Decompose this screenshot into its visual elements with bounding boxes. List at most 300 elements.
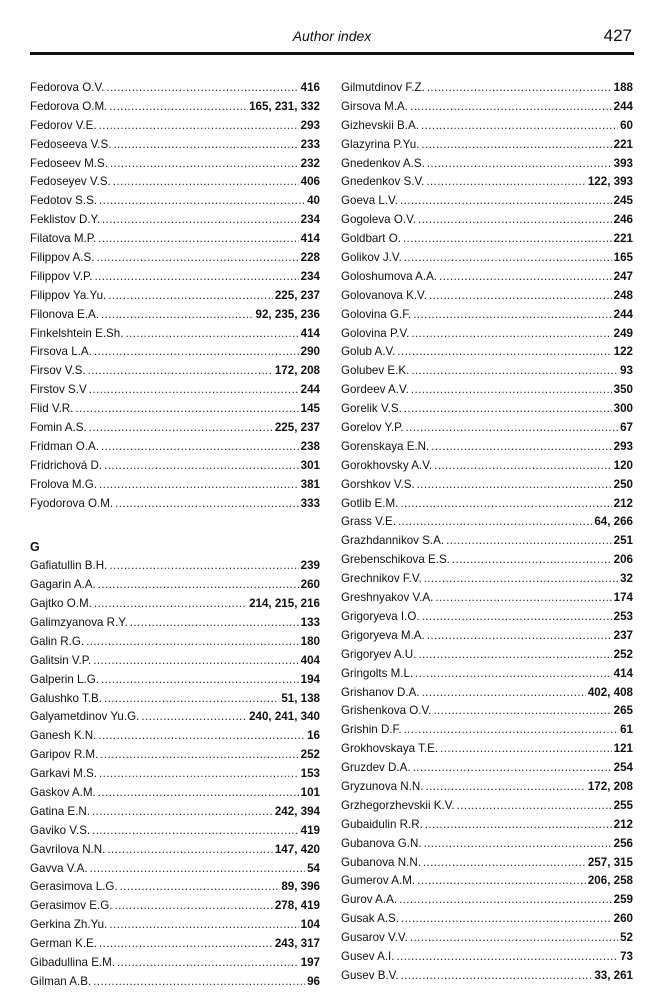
dot-leader bbox=[417, 476, 612, 495]
author-name: Fridrichová D. bbox=[30, 458, 103, 472]
dot-leader bbox=[406, 419, 619, 438]
dot-leader bbox=[400, 192, 612, 211]
page-references: 381 bbox=[300, 477, 320, 491]
running-title: Author index bbox=[292, 28, 372, 44]
dot-leader bbox=[418, 646, 611, 665]
page-references: 234 bbox=[300, 213, 320, 227]
author-name: Gubaidulin R.R. bbox=[341, 817, 423, 831]
index-entry bbox=[30, 822, 320, 841]
author-name: Gordeev A.V. bbox=[341, 383, 409, 397]
page-references: 256 bbox=[613, 836, 633, 850]
author-name: Ganesh K.N. bbox=[30, 729, 97, 743]
page-references: 206 bbox=[613, 553, 633, 567]
page-references: 165, 231, 332 bbox=[249, 99, 320, 113]
dot-leader bbox=[422, 608, 612, 627]
author-name: Golikov J.V. bbox=[341, 251, 402, 265]
page-references: 293 bbox=[613, 439, 633, 453]
author-name: Gogoleva O.V. bbox=[341, 213, 416, 227]
author-name: Gilman A.B. bbox=[30, 974, 92, 988]
index-entry bbox=[341, 532, 633, 551]
page-references: 172, 208 bbox=[274, 364, 320, 378]
page-references: 233 bbox=[300, 137, 320, 151]
index-entry bbox=[30, 897, 320, 916]
right-column bbox=[341, 79, 633, 986]
page-references: 122 bbox=[613, 345, 633, 359]
index-entry bbox=[30, 765, 320, 784]
page-references: 406 bbox=[300, 175, 320, 189]
page-references: 32 bbox=[620, 572, 633, 586]
page-references: 153 bbox=[300, 767, 320, 781]
dot-leader bbox=[125, 325, 298, 344]
dot-leader bbox=[109, 557, 298, 576]
author-name: Grigoryev A.U. bbox=[341, 647, 417, 661]
dot-leader bbox=[93, 652, 298, 671]
index-entry bbox=[30, 595, 320, 614]
dot-leader bbox=[99, 192, 305, 211]
dot-leader bbox=[397, 948, 619, 967]
author-name: Garipov R.M. bbox=[30, 748, 99, 762]
author-name: Goloshumova A.A. bbox=[341, 269, 438, 283]
index-entry bbox=[30, 973, 320, 992]
page-references: 257, 315 bbox=[587, 855, 633, 869]
index-entry bbox=[341, 268, 633, 287]
page-references: 234 bbox=[300, 269, 320, 283]
index-entry bbox=[341, 797, 633, 816]
page-references: 253 bbox=[613, 609, 633, 623]
index-entry bbox=[341, 835, 633, 854]
page-references: 147, 420 bbox=[274, 842, 320, 856]
author-name: Feklistov D.Y. bbox=[30, 213, 101, 227]
dot-leader bbox=[94, 343, 299, 362]
author-name: Gerkina Zh.Yu. bbox=[30, 918, 108, 932]
author-name: Galimzyanova R.Y. bbox=[30, 615, 128, 629]
author-name: Frolova M.G. bbox=[30, 477, 97, 491]
index-entry bbox=[341, 457, 633, 476]
page-references: 402, 408 bbox=[587, 685, 633, 699]
dot-leader bbox=[439, 268, 612, 287]
index-entry bbox=[341, 419, 633, 438]
author-name: Gotlib E.M. bbox=[341, 496, 399, 510]
page-number: 427 bbox=[603, 26, 632, 45]
page-references: 101 bbox=[300, 785, 320, 799]
author-name: Gizhevskii B.A. bbox=[341, 118, 419, 132]
page-references: 67 bbox=[620, 421, 633, 435]
author-name: German K.E. bbox=[30, 937, 98, 951]
author-name: Grokhovskaya T.E. bbox=[341, 742, 439, 756]
index-entry bbox=[30, 230, 320, 249]
author-name: Golub A.V. bbox=[341, 345, 396, 359]
page-references: 212 bbox=[613, 817, 633, 831]
dot-leader bbox=[397, 343, 611, 362]
dot-leader bbox=[421, 136, 611, 155]
dot-leader bbox=[404, 400, 612, 419]
dot-leader bbox=[106, 79, 298, 98]
page-references: 122, 393 bbox=[587, 175, 633, 189]
dot-leader bbox=[89, 419, 273, 438]
index-entry bbox=[341, 230, 633, 249]
dot-leader bbox=[411, 362, 618, 381]
index-entry bbox=[30, 192, 320, 211]
dot-leader bbox=[404, 721, 619, 740]
dot-leader bbox=[102, 211, 299, 230]
author-name: Gumerov A.M. bbox=[341, 874, 416, 888]
author-name: Filippov Ya.Yu. bbox=[30, 288, 107, 302]
page-references: 260 bbox=[300, 578, 320, 592]
dot-leader bbox=[429, 287, 612, 306]
author-name: Gagarin A.A. bbox=[30, 578, 96, 592]
dot-leader bbox=[141, 708, 247, 727]
index-entry bbox=[30, 268, 320, 287]
dot-leader bbox=[96, 249, 298, 268]
author-name: Gerasimov E.G. bbox=[30, 899, 113, 913]
dot-leader bbox=[415, 665, 611, 684]
dot-leader bbox=[411, 381, 612, 400]
dot-leader bbox=[418, 211, 612, 230]
author-name: Gusev B.V. bbox=[341, 968, 399, 982]
dot-leader bbox=[101, 438, 299, 457]
index-entry bbox=[341, 438, 633, 457]
index-entry bbox=[30, 841, 320, 860]
page-references: 225, 237 bbox=[274, 421, 320, 435]
index-entry bbox=[341, 910, 633, 929]
author-name: Gafiatullin B.H. bbox=[30, 559, 108, 573]
index-entry bbox=[30, 419, 320, 438]
left-column bbox=[30, 79, 320, 992]
index-entry bbox=[30, 136, 320, 155]
author-name: Gorelov Y.P. bbox=[341, 421, 404, 435]
author-name: Fridman O.A. bbox=[30, 439, 99, 453]
dot-leader bbox=[434, 457, 612, 476]
author-name: Gatina E.N. bbox=[30, 804, 90, 818]
author-name: Galushko T.B. bbox=[30, 691, 102, 705]
page-references: 238 bbox=[300, 439, 320, 453]
author-name: Goldbart O. bbox=[341, 232, 401, 246]
dot-leader bbox=[98, 727, 305, 746]
dot-leader bbox=[421, 117, 618, 136]
page-references: 180 bbox=[300, 634, 320, 648]
page-references: 243, 317 bbox=[274, 937, 320, 951]
dot-leader bbox=[413, 306, 611, 325]
page-references: 133 bbox=[300, 615, 320, 629]
index-entry bbox=[30, 325, 320, 344]
dot-leader bbox=[109, 916, 298, 935]
index-entry bbox=[341, 192, 633, 211]
author-name: Goeva L.V. bbox=[341, 194, 398, 208]
dot-leader bbox=[88, 362, 273, 381]
dot-leader bbox=[93, 973, 305, 992]
index-entry bbox=[341, 211, 633, 230]
section-letter-g: G bbox=[30, 540, 40, 555]
author-name: Fyodorova O.M. bbox=[30, 496, 114, 510]
dot-leader bbox=[440, 740, 612, 759]
dot-leader bbox=[413, 759, 612, 778]
author-name: Fedotov S.S. bbox=[30, 194, 98, 208]
page-references: 250 bbox=[613, 477, 633, 491]
page-references: 54 bbox=[307, 861, 320, 875]
author-name: Gnedenkov S.V. bbox=[341, 175, 425, 189]
dot-leader bbox=[404, 249, 612, 268]
index-entry bbox=[30, 614, 320, 633]
entries-g-continued-list bbox=[341, 79, 633, 986]
author-name: Grishanov D.A. bbox=[341, 685, 420, 699]
page-references: 239 bbox=[300, 559, 320, 573]
author-name: Grishenkova O.V. bbox=[341, 704, 432, 718]
index-entry bbox=[341, 325, 633, 344]
author-name: Gruzdev D.A. bbox=[341, 761, 411, 775]
dot-leader bbox=[401, 967, 593, 986]
dot-leader bbox=[92, 822, 299, 841]
author-name: Golovina G.F. bbox=[341, 307, 412, 321]
dot-leader bbox=[101, 306, 254, 325]
author-name: Grishin D.F. bbox=[341, 723, 402, 737]
index-entry bbox=[341, 816, 633, 835]
author-name: Firsov V.S. bbox=[30, 364, 86, 378]
index-entry bbox=[341, 778, 633, 797]
index-entry bbox=[341, 381, 633, 400]
page-references: 300 bbox=[613, 402, 633, 416]
author-name: Gerasimova L.G. bbox=[30, 880, 118, 894]
index-entry bbox=[341, 684, 633, 703]
index-entry bbox=[341, 759, 633, 778]
page-references: 252 bbox=[613, 647, 633, 661]
index-entry bbox=[30, 803, 320, 822]
dot-leader bbox=[99, 765, 299, 784]
page-references: 40 bbox=[307, 194, 320, 208]
index-entry bbox=[341, 627, 633, 646]
page-references: 221 bbox=[613, 137, 633, 151]
author-name: Gilmutdinov F.Z. bbox=[341, 81, 425, 94]
page-references: 254 bbox=[613, 761, 633, 775]
author-name: Gusarov V.V. bbox=[341, 931, 408, 945]
index-entry bbox=[341, 740, 633, 759]
page-references: 225, 237 bbox=[274, 288, 320, 302]
page-references: 212 bbox=[613, 496, 633, 510]
index-entry bbox=[30, 173, 320, 192]
author-name: Fomin A.S. bbox=[30, 421, 87, 435]
author-name: Fedoseeva V.S. bbox=[30, 137, 112, 151]
author-name: Gaviko V.S. bbox=[30, 823, 91, 837]
author-name: Fedorova O.M. bbox=[30, 99, 108, 113]
author-name: Grigoryeva M.A. bbox=[341, 628, 425, 642]
dot-leader bbox=[410, 929, 618, 948]
page-references: 194 bbox=[300, 672, 320, 686]
author-name: Gubanova G.N. bbox=[341, 836, 422, 850]
page-references: 255 bbox=[613, 798, 633, 812]
page-references: 206, 258 bbox=[587, 874, 633, 888]
dot-leader bbox=[425, 816, 612, 835]
dot-leader bbox=[425, 778, 585, 797]
author-name: Gubanova N.N. bbox=[341, 855, 421, 869]
dot-leader bbox=[86, 633, 299, 652]
author-name: Garkavi M.S. bbox=[30, 767, 97, 781]
author-name: Galitsin V.P. bbox=[30, 653, 92, 667]
dot-leader bbox=[426, 173, 585, 192]
page-references: 73 bbox=[620, 949, 633, 963]
index-entry bbox=[341, 79, 633, 98]
page-references: 188 bbox=[613, 81, 633, 94]
index-entry bbox=[341, 929, 633, 948]
page-references: 93 bbox=[620, 364, 633, 378]
page-references: 414 bbox=[300, 232, 320, 246]
dot-leader bbox=[433, 702, 611, 721]
author-name: Fedorova O.V. bbox=[30, 81, 105, 94]
index-entry bbox=[30, 746, 320, 765]
author-name: Gibadullina E.M. bbox=[30, 955, 116, 969]
page-references: 237 bbox=[613, 628, 633, 642]
page-references: 145 bbox=[300, 402, 320, 416]
dot-leader bbox=[99, 476, 299, 495]
author-name: Gorenskaya E.N. bbox=[341, 439, 430, 453]
page-references: 393 bbox=[613, 156, 633, 170]
dot-leader bbox=[113, 173, 299, 192]
author-name: Filippov A.S. bbox=[30, 251, 95, 265]
page-references: 242, 394 bbox=[274, 804, 320, 818]
index-entry bbox=[30, 211, 320, 230]
page-references: 174 bbox=[613, 591, 633, 605]
author-name: Filippov V.P. bbox=[30, 269, 93, 283]
index-entry bbox=[30, 860, 320, 879]
index-entry bbox=[30, 954, 320, 973]
dot-leader bbox=[107, 841, 272, 860]
author-name: Gavrilova N.N. bbox=[30, 842, 106, 856]
index-entry bbox=[341, 287, 633, 306]
author-name: Fedoseev M.S. bbox=[30, 156, 108, 170]
author-name: Girsova M.A. bbox=[341, 99, 408, 113]
author-name: Gavva V.A. bbox=[30, 861, 88, 875]
dot-leader bbox=[427, 79, 612, 98]
index-entry bbox=[341, 872, 633, 891]
index-entry bbox=[30, 306, 320, 325]
author-name: Golovanova K.V. bbox=[341, 288, 427, 302]
index-entry bbox=[341, 702, 633, 721]
index-entry bbox=[30, 287, 320, 306]
index-entry bbox=[30, 633, 320, 652]
page-references: 278, 419 bbox=[274, 899, 320, 913]
author-name: Fedoseyev V.S. bbox=[30, 175, 111, 189]
index-entry bbox=[341, 362, 633, 381]
index-entry bbox=[30, 878, 320, 897]
dot-leader bbox=[90, 860, 306, 879]
page-references: 104 bbox=[300, 918, 320, 932]
dot-leader bbox=[99, 117, 299, 136]
index-entry bbox=[30, 362, 320, 381]
dot-leader bbox=[452, 551, 612, 570]
author-name: Gringolts M.L. bbox=[341, 666, 414, 680]
page-references: 244 bbox=[300, 383, 320, 397]
page-references: 260 bbox=[613, 912, 633, 926]
author-name: Gnedenkov A.S. bbox=[341, 156, 425, 170]
author-name: Galperin L.G. bbox=[30, 672, 99, 686]
index-entry bbox=[30, 400, 320, 419]
index-entry bbox=[341, 967, 633, 986]
index-entry bbox=[30, 916, 320, 935]
index-entry bbox=[341, 476, 633, 495]
author-name: Fedorov V.E. bbox=[30, 118, 97, 132]
page-references: 293 bbox=[300, 118, 320, 132]
dot-leader bbox=[130, 614, 299, 633]
page-references: 60 bbox=[620, 118, 633, 132]
index-entry bbox=[30, 935, 320, 954]
author-name: Grzhegorzhevskii K.V. bbox=[341, 798, 455, 812]
index-entry bbox=[341, 854, 633, 873]
index-entry bbox=[30, 476, 320, 495]
author-name: Gorshkov V.S. bbox=[341, 477, 415, 491]
author-name: Flid V.R. bbox=[30, 402, 74, 416]
page-references: 52 bbox=[620, 931, 633, 945]
author-name: Greshnyakov V.A. bbox=[341, 591, 434, 605]
entries-f-list bbox=[30, 79, 320, 513]
dot-leader bbox=[95, 268, 299, 287]
author-name: Firsova L.A. bbox=[30, 345, 92, 359]
page-references: 61 bbox=[620, 723, 633, 737]
index-entry bbox=[30, 690, 320, 709]
author-name: Gaskov A.M. bbox=[30, 785, 96, 799]
dot-leader bbox=[115, 495, 299, 514]
dot-leader bbox=[401, 910, 612, 929]
index-entry bbox=[30, 557, 320, 576]
page-references: 245 bbox=[613, 194, 633, 208]
page-references: 232 bbox=[300, 156, 320, 170]
dot-leader bbox=[89, 381, 299, 400]
page-references: 301 bbox=[300, 458, 320, 472]
author-name: Grigoryeva I.O. bbox=[341, 609, 420, 623]
index-entry bbox=[341, 551, 633, 570]
page-references: 246 bbox=[613, 213, 633, 227]
page-references: 404 bbox=[300, 653, 320, 667]
page-references: 221 bbox=[613, 232, 633, 246]
page-references: 197 bbox=[300, 955, 320, 969]
page-references: 247 bbox=[613, 269, 633, 283]
dot-leader bbox=[422, 684, 586, 703]
index-entry bbox=[30, 671, 320, 690]
dot-leader bbox=[431, 438, 611, 457]
page-references: 92, 235, 236 bbox=[255, 307, 320, 321]
page-references: 290 bbox=[300, 345, 320, 359]
author-name: Firstov S.V bbox=[30, 383, 87, 397]
dot-leader bbox=[117, 954, 299, 973]
page-references: 244 bbox=[613, 99, 633, 113]
author-name: Gorokhovsky A.V. bbox=[341, 458, 433, 472]
dot-leader bbox=[424, 835, 612, 854]
author-name: Gorelik V.S. bbox=[341, 402, 402, 416]
page-references: 33, 261 bbox=[594, 968, 633, 982]
index-entry bbox=[30, 652, 320, 671]
dot-leader bbox=[98, 784, 299, 803]
index-entry bbox=[30, 784, 320, 803]
page-references: 228 bbox=[300, 251, 320, 265]
page-references: 259 bbox=[613, 893, 633, 907]
page-header bbox=[30, 22, 634, 55]
dot-leader bbox=[109, 98, 247, 117]
index-entry bbox=[341, 98, 633, 117]
dot-leader bbox=[427, 627, 612, 646]
page-references: 244 bbox=[613, 307, 633, 321]
page-references: 414 bbox=[613, 666, 633, 680]
page-references: 419 bbox=[300, 823, 320, 837]
page-references: 252 bbox=[300, 748, 320, 762]
author-name: Gusak A.S. bbox=[341, 912, 399, 926]
page-references: 265 bbox=[613, 704, 633, 718]
dot-leader bbox=[114, 897, 272, 916]
dot-leader bbox=[113, 136, 298, 155]
page-references: 120 bbox=[613, 458, 633, 472]
dot-leader bbox=[446, 532, 612, 551]
index-entry bbox=[30, 79, 320, 98]
dot-leader bbox=[424, 570, 618, 589]
author-name: Finkelshtein E.Sh. bbox=[30, 326, 124, 340]
index-entry bbox=[341, 136, 633, 155]
dot-leader bbox=[104, 690, 279, 709]
